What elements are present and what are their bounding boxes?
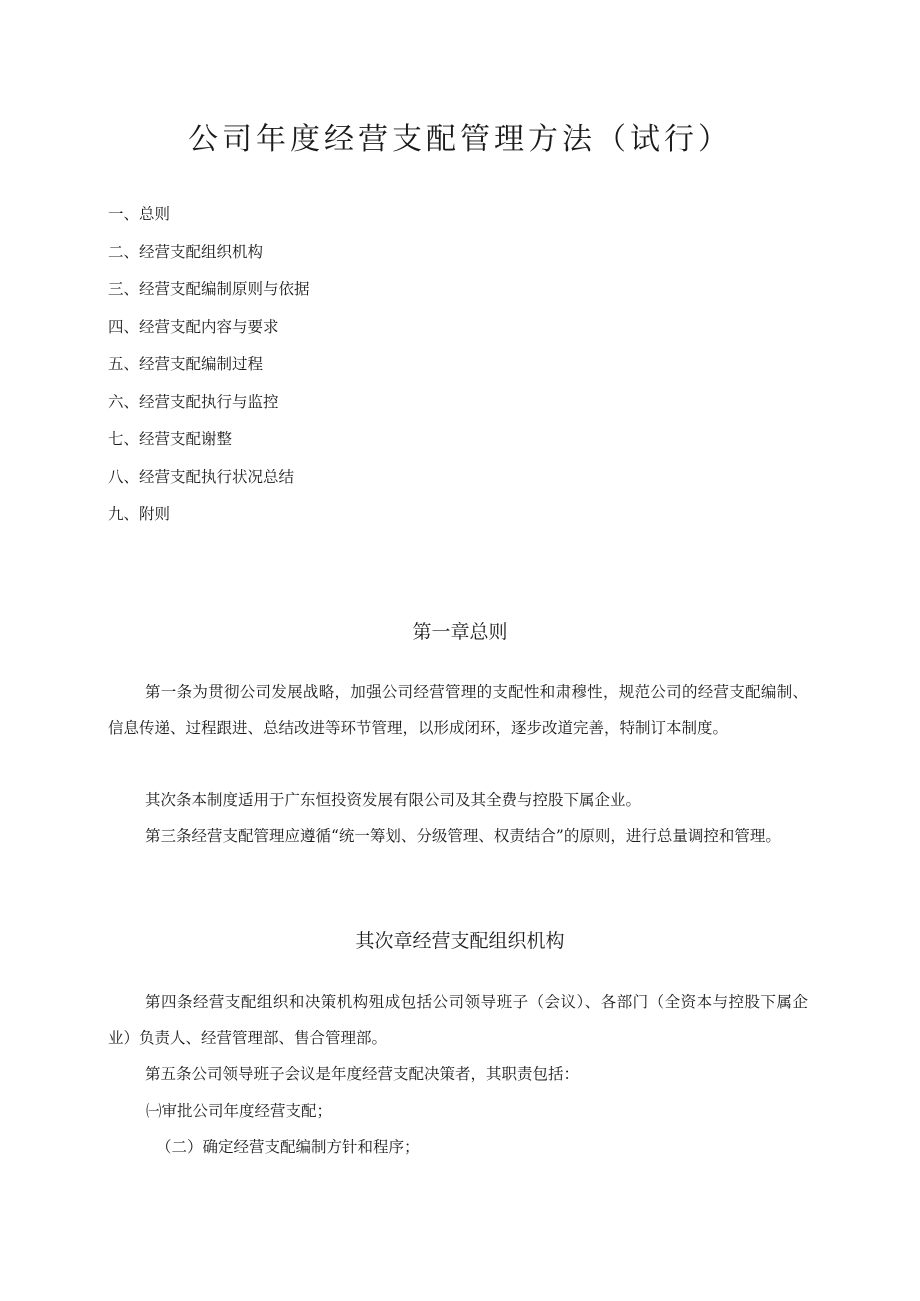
chapter-1-heading: 第一章总则 (412, 621, 508, 643)
toc-item: 二、经营支配组织机构 (108, 242, 264, 261)
document-title: 公司年度经营支配管理方法（试行） (188, 122, 732, 157)
article-4-paragraph: 第四条经营支配组织和决策机构殂成包括公司领导班子（会议）、各部门（全资本与控股下属企业）负责人、经营管理部、售合管理部。 (108, 993, 808, 1047)
chapter-2-heading: 其次章经营支配组织机构 (355, 930, 565, 952)
article-5-item-2: （二）确定经营支配编制方针和程序； (156, 1138, 420, 1156)
toc-item: 七、经营支配谢整 (108, 430, 233, 448)
toc-item: 三、经营支配编制原则与依据 (108, 280, 310, 298)
toc-item: 四、经营支配内容与要求 (108, 317, 279, 336)
toc-item: 六、经营支配执行与监控 (108, 392, 279, 411)
article-3-paragraph: 第三条经营支配管理应遵循“统一筹划、分级管理、权责结合”的原则，进行总量调控和管理。 (145, 827, 781, 845)
article-2-paragraph: 其次条本制度适用于广东恒投资发展有限公司及其全费与控股下属企业。 (145, 791, 642, 809)
toc-item: 五、经营支配编制过程 (108, 355, 264, 373)
article-5-item-1: ㈠审批公司年度经营支配； (146, 1102, 333, 1120)
table-of-contents (108, 196, 310, 534)
article-1-paragraph: 第一条为贯彻公司发展战略，加强公司经营管理的支配性和肃穆性，规范公司的经营支配编制、信息传递、过程跟进、总结改进等环节管理，以形成闭环，逐步改道完善，特制订本制度。 (108, 683, 808, 737)
toc-item: 一、总则 (108, 205, 171, 223)
toc-item: 九、附则 (108, 505, 171, 523)
toc-item: 八、经营支配执行状况总结 (108, 467, 295, 486)
article-5-paragraph: 第五条公司领导班子会议是年度经营支配决策者，其职责包括： (145, 1065, 580, 1083)
